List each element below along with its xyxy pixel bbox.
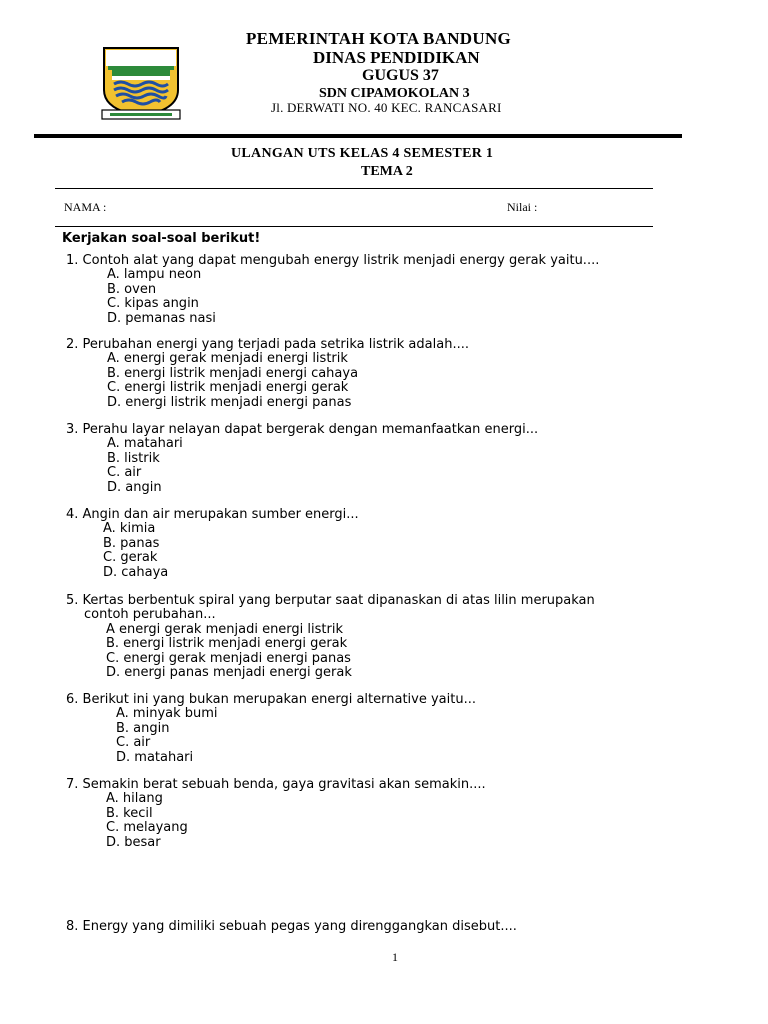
question-stem: 7. Semakin berat sebuah benda, gaya gravitasi akan semakin.... bbox=[66, 777, 486, 792]
question-stem: 5. Kertas berbentuk spiral yang berputar saat dipanaskan di atas lilin merupakan bbox=[66, 593, 595, 608]
option-d: D. besar bbox=[106, 834, 161, 850]
question-2 bbox=[66, 338, 469, 410]
option-a: A. hilang bbox=[106, 791, 163, 807]
option-a: A. minyak bumi bbox=[116, 706, 218, 722]
option-a: A. lampu neon bbox=[107, 267, 202, 283]
question-8 bbox=[66, 920, 517, 934]
question-7 bbox=[66, 778, 486, 850]
question-stem: 8. Energy yang dimiliki sebuah pegas yang direnggangkan disebut.... bbox=[66, 919, 517, 934]
school-name: SDN CIPAMOKOLAN 3 bbox=[319, 86, 470, 101]
page-number: 1 bbox=[392, 950, 398, 964]
option-a: A. energi gerak menjadi energi listrik bbox=[107, 351, 348, 367]
name-label: NAMA : bbox=[64, 200, 107, 214]
option-a: A. kimia bbox=[103, 521, 156, 537]
option-b: B. angin bbox=[116, 720, 170, 736]
cluster-name: GUGUS 37 bbox=[362, 67, 439, 84]
question-stem: 3. Perahu layar nelayan dapat bergerak dengan memanfaatkan energi... bbox=[66, 422, 539, 437]
option-c: C. energi gerak menjadi energi panas bbox=[106, 650, 351, 666]
instruction: Kerjakan soal-soal berikut! bbox=[62, 231, 261, 246]
question-3 bbox=[66, 423, 538, 495]
option-a: A energi gerak menjadi energi listrik bbox=[106, 621, 343, 637]
option-d: D. cahaya bbox=[103, 564, 169, 580]
option-d: D. pemanas nasi bbox=[107, 310, 216, 326]
option-b: B. oven bbox=[107, 281, 157, 297]
option-d: D. energi listrik menjadi energi panas bbox=[107, 394, 352, 410]
question-stem-continued: contoh perubahan... bbox=[84, 607, 216, 623]
exam-theme: TEMA 2 bbox=[361, 164, 413, 179]
option-b: B. energi listrik menjadi energi cahaya bbox=[107, 365, 359, 381]
form-bottom-rule bbox=[55, 226, 653, 227]
question-stem: 4. Angin dan air merupakan sumber energi... bbox=[66, 507, 359, 522]
question-stem: 2. Perubahan energi yang terjadi pada setrika listrik adalah.... bbox=[66, 337, 469, 352]
option-b: B. kecil bbox=[106, 805, 153, 821]
option-b: B. energi listrik menjadi energi gerak bbox=[106, 636, 348, 652]
school-address: Jl. DERWATI NO. 40 KEC. RANCASARI bbox=[271, 100, 502, 115]
form-top-rule bbox=[55, 188, 653, 189]
option-d: D. matahari bbox=[116, 749, 194, 765]
government-name: PEMERINTAH KOTA BANDUNG bbox=[246, 29, 512, 48]
option-c: C. air bbox=[107, 465, 142, 481]
option-b: B. listrik bbox=[107, 450, 160, 466]
city-coat-of-arms-logo bbox=[98, 44, 184, 122]
option-b: B. panas bbox=[103, 535, 160, 551]
option-c: C. melayang bbox=[106, 820, 188, 836]
option-c: C. air bbox=[116, 735, 151, 751]
score-label: Nilai : bbox=[507, 200, 538, 214]
question-6 bbox=[66, 693, 476, 765]
option-c: C. kipas angin bbox=[107, 296, 199, 312]
question-stem: 1. Contoh alat yang dapat mengubah energy listrik menjadi energy gerak yaitu.... bbox=[66, 253, 600, 268]
exam-title: ULANGAN UTS KELAS 4 SEMESTER 1 bbox=[231, 146, 494, 161]
option-d: D. angin bbox=[107, 479, 162, 495]
header-divider bbox=[34, 134, 682, 138]
department-name: DINAS PENDIDIKAN bbox=[313, 48, 480, 67]
option-a: A. matahari bbox=[107, 436, 183, 452]
question-1 bbox=[66, 254, 599, 326]
option-c: C. gerak bbox=[103, 550, 158, 566]
question-stem: 6. Berikut ini yang bukan merupakan energi alternative yaitu... bbox=[66, 692, 476, 707]
option-c: C. energi listrik menjadi energi gerak bbox=[107, 380, 349, 396]
question-5 bbox=[66, 594, 595, 680]
option-d: D. energi panas menjadi energi gerak bbox=[106, 665, 352, 681]
question-4 bbox=[66, 508, 359, 580]
